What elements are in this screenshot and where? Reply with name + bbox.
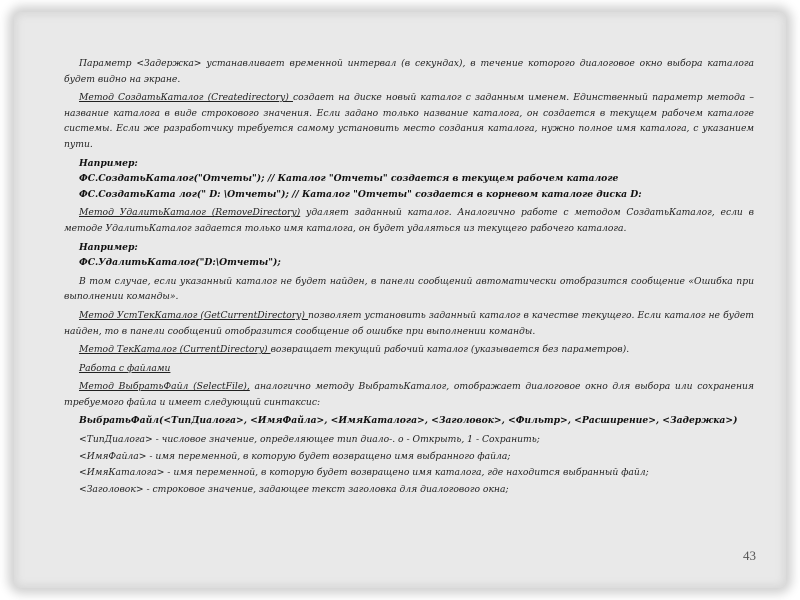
paragraph-createdirectory	[64, 90, 754, 152]
paragraph-text: возвращает текущий рабочий каталог (указывается без параметров).	[270, 344, 630, 356]
method-link-removedirectory: Метод УдалитьКаталог (RemoveDirectory)	[79, 207, 301, 219]
paragraph-error: В том случае, если указанный каталог не будет найден, в панели сообщений автоматически отобразится сообщение «Ошибка при выполнении команды».	[64, 275, 754, 303]
paragraph-text: создает на диске новый каталог с заданным именем. Единственный параметр метода – название каталога в виде строкового значения. Если задано только название каталога, он создается в текущем рабочем каталоге системы. Если же разработчику требуется самому установить место создания каталога, нужно полное имя каталога, с указанием пути.	[64, 92, 754, 150]
example-heading: Например:	[79, 157, 138, 169]
document-body	[64, 56, 754, 498]
paragraph-currentdirectory	[64, 342, 754, 358]
syntax-line: ВыбратьФайл(<ТипДиалога>, <ИмяФайла>, <ИмяКаталога>, <Заголовок>, <Фильтр>, <Расширение>, <Задержка>)	[79, 415, 738, 427]
method-link-getcurrentdirectory: Метод УстТекКаталог (GetCurrentDirectory)	[79, 309, 309, 321]
example-code-line: ФС.СоздатьКаталог("Отчеты"); // Каталог "Отчеты" создается в текущем рабочем каталоге	[79, 173, 619, 185]
paragraph-text: позволяет установить заданный каталог в качестве текущего. Если каталог не будет найден, то в панели сообщений отобразится сообщение об ошибке при выполнении команды.	[64, 309, 754, 337]
example-code-line: ФС.УдалитьКаталог("D:\Отчеты");	[79, 257, 281, 269]
method-link-createdirectory: Метод СоздатьКаталог (Createdirectory)	[79, 92, 293, 104]
paragraph-delay: Параметр <Задержка> устанавливает временной интервал (в секундах), в течение которого диалоговое окно выбора каталога будет видно на экране.	[64, 58, 754, 85]
example-code-line: ФС.СоздатьКата лог(" D: \Отчеты"); // Каталог "Отчеты" создается в корневом каталоге диска D:	[79, 188, 642, 200]
section-heading-files: Работа с файлами	[79, 362, 171, 374]
example-heading: Например:	[79, 241, 138, 253]
paragraph-selectfile	[64, 379, 754, 410]
paragraph-text: аналогично методу ВыбратьКаталог, отображает диалоговое окно для выбора или сохранения требуемого файла и имеет следующий синтаксис:	[64, 381, 754, 408]
paragraph-removedirectory	[64, 205, 754, 236]
paragraph-text: удаляет заданный каталог. Аналогично работе с методом СоздатьКаталог, если в методе УдалитьКаталог задается только имя каталога, он будет удаляться из текущего рабочего каталога.	[64, 207, 754, 234]
param-line: <ИмяКаталога> - имя переменной, в которую будет возвращено имя каталога, где находится выбранный файл;	[79, 467, 649, 479]
paragraph-getcurrentdirectory	[64, 308, 754, 339]
page-number: 43	[743, 548, 756, 563]
param-line: <ТипДиалога> - числовое значение, определяющее тип диало-. о - Открыть, 1 - Сохранить;	[79, 434, 540, 446]
param-line: <Заголовок> - строковое значение, задающее текст заголовка для диалогового окна;	[79, 483, 509, 495]
method-link-currentdirectory: Метод ТекКаталог (CurrentDirectory)	[79, 344, 271, 356]
param-line: <ИмяФайла> - имя переменной, в которую будет возвращено имя выбранного файла;	[79, 450, 511, 462]
method-link-selectfile: Метод ВыбратьФайл (SelectFile),	[79, 381, 250, 393]
slide-frame	[14, 12, 786, 588]
